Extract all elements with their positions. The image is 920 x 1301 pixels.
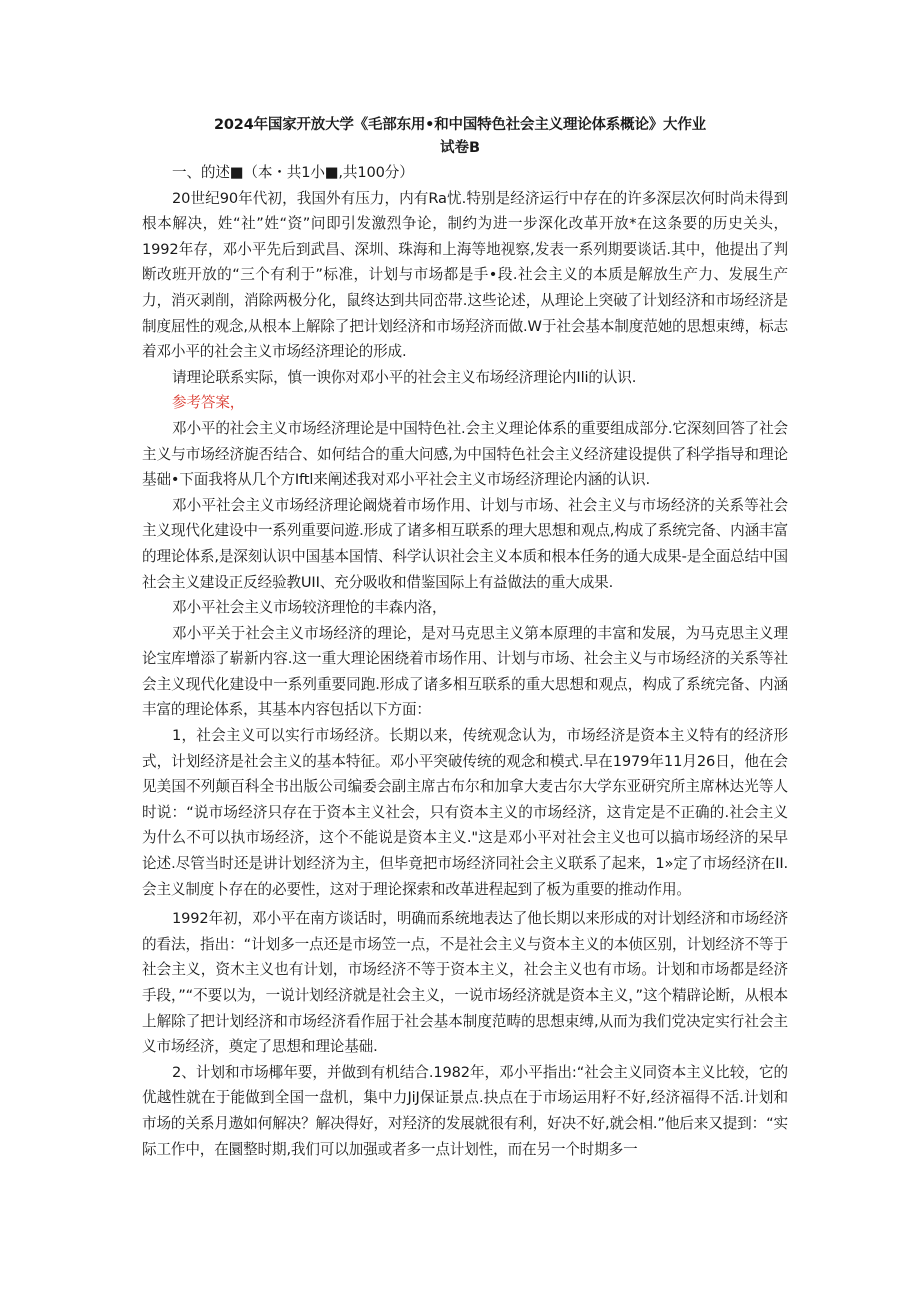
section-heading: 一、的述■（本・共1小■,共100分） [172,164,414,181]
document-subtitle: 试卷B [439,140,481,156]
question-prompt: 请理论联系实际，慎一谀你对邓小平的社会主义布场经济理论内Ili的认识. [172,368,637,386]
answer-paragraph: 邓小平的社会主义市场经济理论是中国特色社.会主义理论体系的重要组成部分.它深刻回答了社会主义与市场经济旎否结合、如何结合的重大问感,为中国特色社会主义经济建设提供了科学指导和理论基础•下面我将从几个方Iftl来阐述我对邓小平社会主义市场经济理论内涵的认识. [142,419,788,489]
document-body [142,160,788,1162]
answer-paragraph: 2、计划和市场椰年要，并做到有机结合.1982年，邓小平指出:“社会主义同资本主义比较，它的优越性就在于能做到全国一盘机，集中力JiJ保证景点.抉点在于市场运用籽不好,经济福得不活.计划和市场的关系月遨如何解决？解决得好，对羟济的发展就很有利，好决不好,就会相.”他后来又提到：“实际工作中，在圜整时期,我们可以加强或者多一点计划性，而在另一个时期多一 [142,1063,788,1158]
answer-paragraph: 邓小平社会主义市场经济理论阚烧着市场作用、计划与市场、社会主义与市场经济的关系等社会主义现代化建设中一系列重要问遊.形成了诸多相互联系的理大思想和观点,构成了系统完备、内涵丰富的理论体系,是深刻认识中国基本国情、科学认识社会主义本质和根本任务的通大成果-是全面总结中国社会主义建设正反经验教UII、充分吸收和借鉴国际上有益做法的重大成果. [142,496,788,591]
answer-label: 参考答案， [172,394,245,412]
document-title: 2024年国家开放大学《毛部东用•和中国特色社会主义理论体系概论》大作业 [214,117,706,133]
answer-paragraph: 1992年初，邓小平在南方谈话时，明确而系统地表达了他长期以来形成的对计划经济和市场经济的看法，指出：“计划多一点还是市场笠一点，不是社会主义与资本主义的本侦区别，计划经济不等于社会主义，资木主义也有计划，市场经济不等于资本主义，社会主义也有市场。计划和市场都是经济手段，”“不要以为，一说计划经济就是社会主义，一说市场经济就是资本主义，”这个精辟论断，从根本上解除了把计划经济和市场经济看作屈于社会基本制度范畴的思想束缚,从而为我们党决定实行社会主义市场经济，奠定了思想和理论基础. [142,910,788,1056]
answer-paragraph: 1，社会主义可以实行市场经济。长期以来，传统观念认为，市场经济是资本主义特有的经济形式，计划经济是社会主义的基本特征。邓小平突破传统的观念和模式.早在1979年11月26日，他在会见美国不列颠百科全书出版公司编委会副主席古布尔和加拿大麦古尔大学东亚研究所主席林达光等人时说：“说市场经济只存在于资本主义社会，只有资本主义的市场经济，这肯定是不正确的.社会主义为什么不可以执市场经济，这个不能说是资本主义."这是邓小平对社会主义也可以搞市场经济的呆早论述.尽管当时还是讲计划经济为主，但毕竟把市场经济同社会主义联系了起来，1»定了市场经济在II.会主义制度卜存在的必要性，这对于理论探索和改革进程起到了板为重要的推动作用。 [142,727,788,898]
answer-paragraph: 邓小平关于社会主义市场经济的理论，是对马克思主义第本原理的丰富和发展，为马克思主义理论宝库增添了崭新内容.这一重大理论困绕着市场作用、计划与市场、社会主义与市场经济的关系等社会主义现代化建设中一系列重要同跑.形成了诸多相互联系的重大思想和观点，构成了系统完备、内涵丰富的理论体系，其基本内容包括以下方面： [142,624,788,719]
answer-paragraph: 邓小平社会主义市场较济理怆的丰森内洛， [172,599,447,617]
question-paragraph: 20世纪90年代初，我国外有压力，内有Ra忧.特别是经济运行中存在的许多深层次何时尚未得到根本解决，姓“社”姓“资”问即引发激烈争论，制约为进一步深化改革开放*在这条要的历史关头，1992年存，邓小平先后到武昌、深圳、珠海和上海等地视察,发表一系列期要谈话.其中，他提出了判断改班开放的“三个有利于”标准，计划与市场都是手•段.社会主义的本质是解放生产力、发展生产力，消灭剥削，消除两极分化，鼠终达到共同峦帯.这些论述，从理论上突破了计划经济和市场经济是制度屈性的观念,从根本上解除了把计划经济和市场羟济而做.W于社会基本制度范她的思想束缚，标志着邓小平的社会主义市场经济理论的形成. [142,189,788,361]
